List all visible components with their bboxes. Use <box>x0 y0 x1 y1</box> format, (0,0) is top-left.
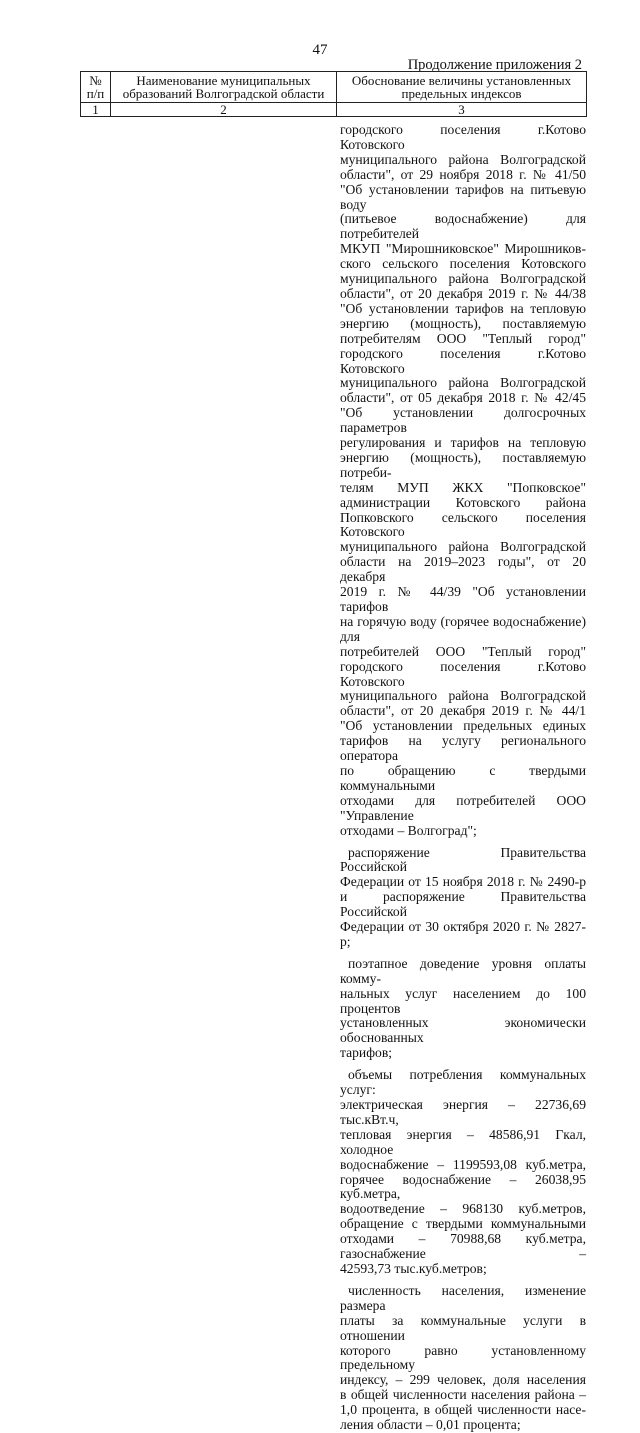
text-line: электрическая энергия – 22736,69 тыс.кВт.ч, <box>340 1097 586 1127</box>
text-line: водоотведение – 968130 куб.метров, <box>340 1201 586 1217</box>
text-line: "Об установлении предельных единых <box>340 718 586 734</box>
header-justification-line2: предельных индексов <box>401 86 522 101</box>
text-line: установленных экономически обоснованных <box>340 1015 586 1046</box>
text-line: регулирования и тарифов на тепловую <box>340 435 586 451</box>
text-line: энергию (мощность), поставляемую потреби- <box>340 449 586 480</box>
header-cell-justification <box>337 72 587 103</box>
column-number-3: 3 <box>337 103 587 117</box>
header-cell-municipality <box>111 72 337 103</box>
text-line: отходами – Волгоград"; <box>340 822 477 838</box>
text-line: и распоряжение Правительства Российской <box>340 889 586 920</box>
text-line: отходами – 70988,68 куб.метра, газоснабжение – <box>340 1231 586 1262</box>
text-line: "Об установлении долгосрочных параметров <box>340 405 586 436</box>
text-line: муниципального района Волгоградской <box>340 375 586 391</box>
header-municipality-line2: образований Волгоградской области <box>122 86 325 101</box>
text-line: распоряжение Правительства Российской <box>340 844 586 875</box>
text-line: поэтапное доведение уровня оплаты комму- <box>340 955 586 986</box>
text-line: платы за коммунальные услуги в отношении <box>340 1312 586 1343</box>
text-line: Федерации от 30 октября 2020 г. № 2827-р; <box>340 919 586 949</box>
text-line: области", от 20 декабря 2019 г. № 44/1 <box>340 703 586 719</box>
column-number-1: 1 <box>81 103 111 117</box>
text-line: "Об установлении тарифов на питьевую воду <box>340 181 586 212</box>
text-line: муниципального района Волгоградской <box>340 151 586 167</box>
text-line: в общей численности населения района – <box>340 1387 586 1403</box>
text-line: городского поселения г.Котово Котовского <box>340 122 586 152</box>
continuation-caption: Продолжение приложения 2 <box>407 57 582 73</box>
text-line: области", от 05 декабря 2018 г. № 42/45 <box>340 390 586 406</box>
header-number-line1: № <box>89 73 102 88</box>
text-line: МКУП "Мирошниковское" Мирошников- <box>340 241 586 257</box>
paragraph-gap <box>340 1277 586 1284</box>
text-line: потребителям ООО "Теплый город" <box>340 330 586 346</box>
paragraph-gap <box>340 1061 586 1068</box>
text-line: на горячую воду (горячее водоснабжение) для <box>340 613 586 644</box>
text-line: муниципального района Волгоградской <box>340 539 586 555</box>
header-number-line2: п/п <box>86 86 105 101</box>
header-table <box>80 71 587 117</box>
header-municipality-line1: Наименование муниципальных <box>136 73 311 88</box>
text-line: нальных услуг населением до 100 процентов <box>340 985 586 1016</box>
text-line: Федерации от 15 ноября 2018 г. № 2490-р <box>340 874 586 890</box>
text-line: численность населения, изменение размера <box>340 1282 586 1313</box>
text-line: городского поселения г.Котово Котовского <box>340 658 586 689</box>
text-line: "Об установлении тарифов на тепловую <box>340 300 586 316</box>
text-line: ления области – 0,01 процента; <box>340 1417 521 1433</box>
text-line: области на 2019–2023 годы", от 20 декабря <box>340 554 586 585</box>
paragraph-gap <box>340 950 586 957</box>
text-line: администрации Котовского района <box>340 494 586 510</box>
text-line: ского сельского поселения Котовского <box>340 256 586 272</box>
text-line: потребителей ООО "Теплый город" <box>340 643 586 659</box>
text-line: энергию (мощность), поставляемую <box>340 315 586 331</box>
text-line: муниципального района Волгоградской <box>340 271 586 287</box>
text-line: (питьевое водоснабжение) для потребителей <box>340 211 586 242</box>
column-number-row <box>81 103 587 117</box>
text-line: отходами для потребителей ООО "Управление <box>340 792 586 823</box>
page-number: 47 <box>312 42 328 58</box>
text-line: области", от 20 декабря 2019 г. № 44/38 <box>340 285 586 301</box>
text-line: тарифов на услугу регионального оператора <box>340 733 586 764</box>
text-line: области", от 29 ноября 2018 г. № 41/50 <box>340 166 586 182</box>
text-line: по обращению с твердыми коммунальными <box>340 762 586 793</box>
text-line: горячее водоснабжение – 26038,95 куб.метра, <box>340 1171 586 1202</box>
text-line: 1,0 процента, в общей численности насе- <box>340 1402 586 1418</box>
text-line: телям МУП ЖКХ "Попковское" <box>340 479 586 495</box>
text-line: муниципального района Волгоградской <box>340 688 586 704</box>
text-line: объемы потребления коммунальных услуг: <box>340 1067 586 1098</box>
header-cell-number <box>81 72 111 103</box>
text-line: тарифов; <box>340 1045 393 1061</box>
text-line: городского поселения г.Котово Котовского <box>340 345 586 376</box>
text-line: Попковского сельского поселения Котовского <box>340 509 586 540</box>
text-line: 42593,73 тыс.куб.метров; <box>340 1260 487 1276</box>
column-number-2: 2 <box>111 103 337 117</box>
text-line: индексу, – 299 человек, доля населения <box>340 1372 586 1388</box>
text-line: обращение с твердыми коммунальными <box>340 1216 586 1232</box>
header-justification-line1: Обоснование величины установленных <box>351 73 572 88</box>
text-line: которого равно установленному предельному <box>340 1342 586 1373</box>
text-line: водоснабжение – 1199593,08 куб.метра, <box>340 1156 586 1172</box>
text-line: тепловая энергия – 48586,91 Гкал, холодное <box>340 1126 586 1157</box>
justification-text <box>340 123 586 1433</box>
header-row <box>81 72 587 103</box>
text-line: 2019 г. № 44/39 "Об установлении тарифов <box>340 584 586 614</box>
